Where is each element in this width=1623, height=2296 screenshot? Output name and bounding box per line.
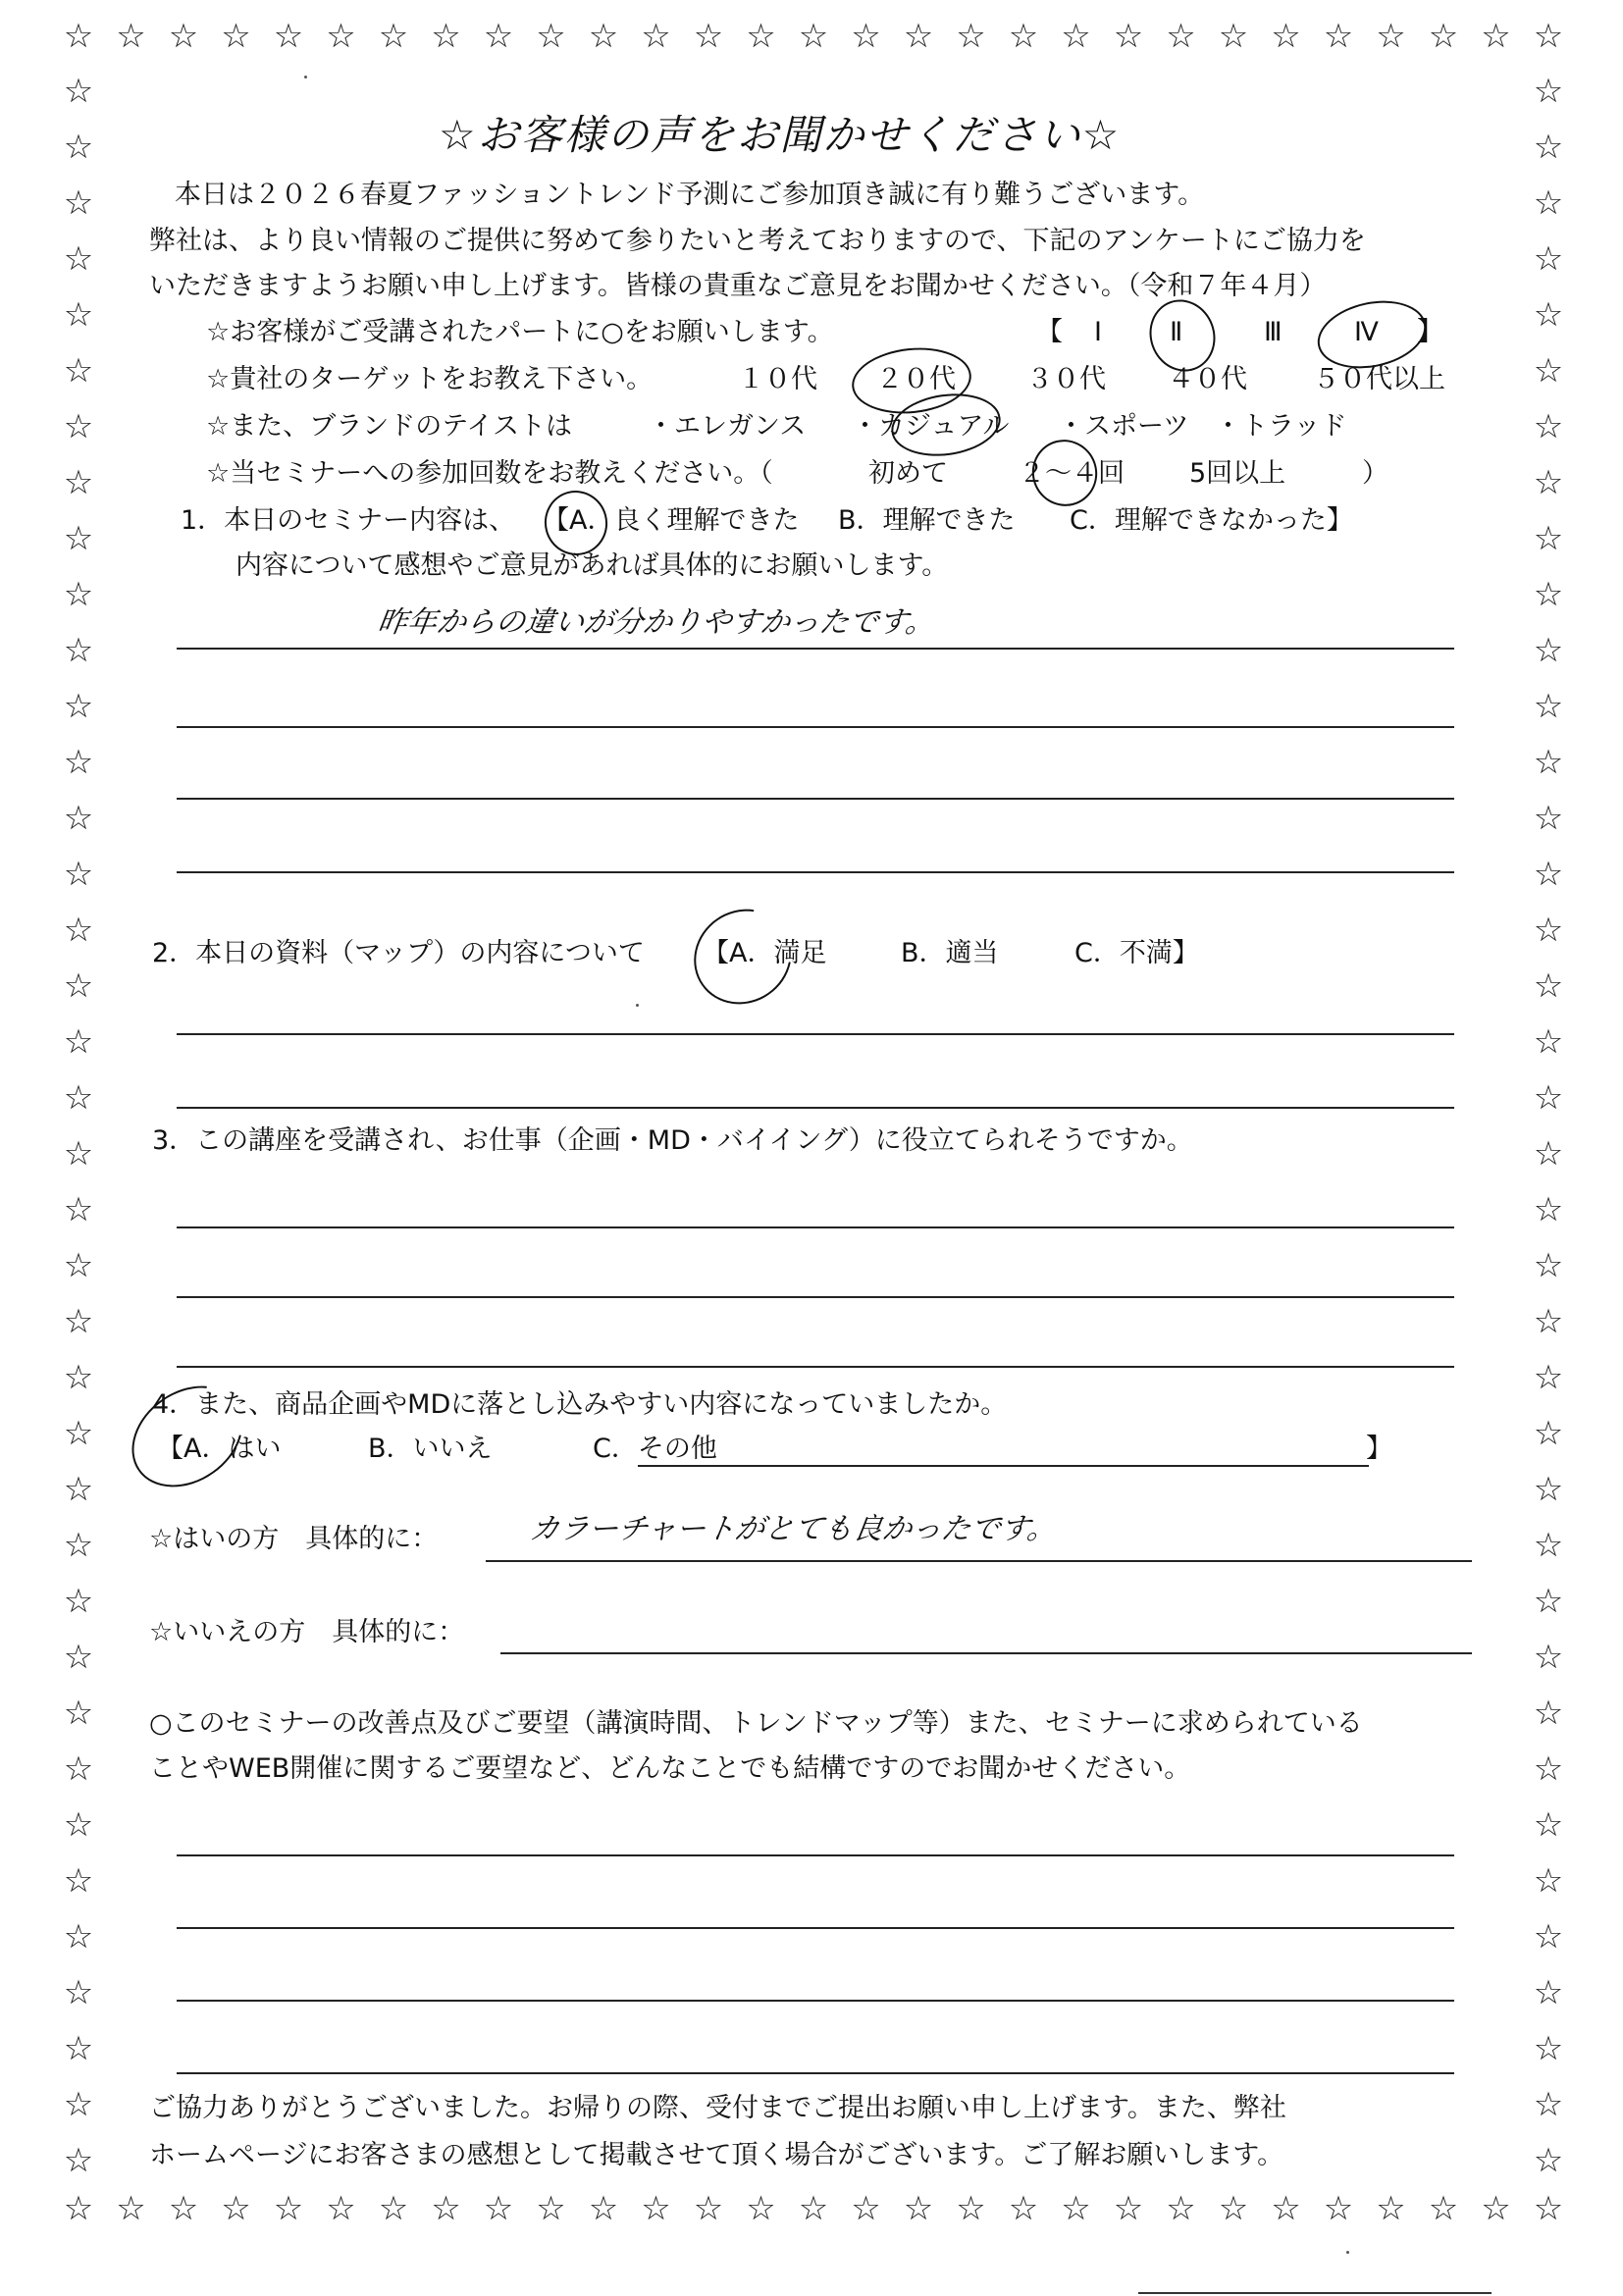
star-border-icon: ☆ xyxy=(63,575,94,614)
star-border-icon: ☆ xyxy=(1533,1078,1564,1118)
star-border-icon: ☆ xyxy=(1271,2189,1301,2228)
star-border-icon: ☆ xyxy=(1533,855,1564,894)
star-border-icon: ☆ xyxy=(63,966,94,1006)
star-border-icon: ☆ xyxy=(1533,295,1564,335)
star-border-icon: ☆ xyxy=(63,1526,94,1565)
q1-option-c[interactable]: C．理解できなかった】 xyxy=(1070,505,1353,536)
improve-answer-line-1 xyxy=(177,1854,1454,1856)
taste-option-elegance[interactable]: ・エレガンス xyxy=(648,411,807,442)
star-border-icon: ☆ xyxy=(63,799,94,838)
q4-no-line xyxy=(500,1652,1472,1654)
star-border-icon: ☆ xyxy=(63,128,94,167)
star-border-icon: ☆ xyxy=(63,1973,94,2012)
circle-mark-q2-a xyxy=(675,890,810,1023)
star-border-icon: ☆ xyxy=(1533,1022,1564,1062)
taste-label: ☆また、ブランドのテイストは xyxy=(206,411,573,442)
star-border-icon: ☆ xyxy=(1428,17,1459,56)
target-label: ☆貴社のターゲットをお教え下さい。 xyxy=(206,364,654,394)
star-border-icon: ☆ xyxy=(116,17,146,56)
star-border-icon: ☆ xyxy=(1218,17,1249,56)
improve-answer-line-4 xyxy=(177,2072,1454,2074)
star-border-icon: ☆ xyxy=(641,17,671,56)
star-border-icon: ☆ xyxy=(746,17,776,56)
target-option-20[interactable]: ２０代 xyxy=(876,364,956,394)
star-border-icon: ☆ xyxy=(1533,1358,1564,1397)
star-border-icon: ☆ xyxy=(1533,351,1564,391)
star-border-icon: ☆ xyxy=(1533,1470,1564,1509)
star-border-icon: ☆ xyxy=(63,687,94,726)
star-border-icon: ☆ xyxy=(588,2189,619,2228)
q4-option-c[interactable]: C．その他 xyxy=(593,1434,717,1464)
star-border-icon: ☆ xyxy=(63,631,94,670)
star-border-icon: ☆ xyxy=(1533,1190,1564,1229)
star-border-icon: ☆ xyxy=(63,519,94,558)
star-border-icon: ☆ xyxy=(1533,1582,1564,1621)
star-border-icon: ☆ xyxy=(1008,17,1039,56)
star-border-icon: ☆ xyxy=(483,17,514,56)
star-border-icon: ☆ xyxy=(63,2085,94,2124)
q1-option-b[interactable]: B．理解できた xyxy=(838,505,1016,536)
taste-option-sports[interactable]: ・スポーツ xyxy=(1058,411,1189,442)
star-border-icon: ☆ xyxy=(273,2189,304,2228)
q2-answer-line-2 xyxy=(177,1107,1454,1109)
star-border-icon: ☆ xyxy=(1428,2189,1459,2228)
star-border-icon: ☆ xyxy=(1533,1861,1564,1901)
star-border-icon: ☆ xyxy=(1218,2189,1249,2228)
q4-yes-line xyxy=(486,1560,1472,1562)
taste-option-trad[interactable]: ・トラッド xyxy=(1215,411,1347,442)
star-border-icon: ☆ xyxy=(168,17,199,56)
star-border-icon: ☆ xyxy=(168,2189,199,2228)
star-border-icon: ☆ xyxy=(63,743,94,782)
star-border-icon: ☆ xyxy=(1008,2189,1039,2228)
star-border-icon: ☆ xyxy=(1533,1134,1564,1174)
star-border-icon: ☆ xyxy=(1533,1917,1564,1957)
q1-label: 1．本日のセミナー内容は、 xyxy=(181,505,516,536)
star-border-icon: ☆ xyxy=(956,17,986,56)
star-border-icon: ☆ xyxy=(1533,463,1564,502)
star-border-icon: ☆ xyxy=(1533,799,1564,838)
improve-answer-line-2 xyxy=(177,1927,1454,1929)
count-option-first[interactable]: 初めて xyxy=(868,458,948,489)
star-border-icon: ☆ xyxy=(63,407,94,446)
star-border-icon: ☆ xyxy=(536,2189,566,2228)
improve-line-2: ことやWEB開催に関するご要望など、どんなことでも結構ですのでお聞かせください。 xyxy=(149,1753,1191,1784)
star-border-icon: ☆ xyxy=(1533,519,1564,558)
circle-mark-q4-a xyxy=(113,1365,263,1507)
star-border-icon: ☆ xyxy=(63,855,94,894)
star-border-icon: ☆ xyxy=(903,2189,934,2228)
star-border-icon: ☆ xyxy=(378,2189,409,2228)
q1-handwritten-answer: 昨年からの違いが分かりやすかったです。 xyxy=(375,605,938,640)
taste-option-casual[interactable]: ・カジュアル xyxy=(852,411,1010,442)
q3-label: 3．この講座を受講され、お仕事（企画・MD・バイイング）に役立てられそうですか。 xyxy=(152,1125,1193,1156)
star-border-icon: ☆ xyxy=(63,1638,94,1677)
intro-line-1: 本日は２０２６春夏ファッショントレンド予測にご参加頂き誠に有り難うございます。 xyxy=(175,180,1205,210)
target-option-10[interactable]: １０代 xyxy=(738,364,817,394)
q4-bracket-close: 】 xyxy=(1366,1434,1392,1464)
footer-line-1: ご協力ありがとうございました。お帰りの際、受付までご提出お願い申し上げます。また、弊社 xyxy=(149,2093,1286,2123)
star-border-icon: ☆ xyxy=(1533,72,1564,111)
star-border-icon: ☆ xyxy=(63,1917,94,1957)
star-border-icon: ☆ xyxy=(63,183,94,223)
star-border-icon: ☆ xyxy=(221,17,251,56)
star-border-icon: ☆ xyxy=(1533,1805,1564,1845)
star-border-icon: ☆ xyxy=(63,351,94,391)
star-border-icon: ☆ xyxy=(746,2189,776,2228)
star-border-icon: ☆ xyxy=(1533,2085,1564,2124)
part-option-3[interactable]: Ⅲ xyxy=(1264,317,1283,347)
star-border-icon: ☆ xyxy=(1323,2189,1354,2228)
star-border-icon: ☆ xyxy=(378,17,409,56)
target-option-30[interactable]: ３０代 xyxy=(1026,364,1106,394)
q1-answer-line-1 xyxy=(177,648,1454,650)
star-border-icon: ☆ xyxy=(1061,2189,1091,2228)
q1-answer-line-4 xyxy=(177,871,1454,873)
footer-line-2: ホームページにお客さまの感想として掲載させて頂く場合がございます。ご了解お願いします。 xyxy=(149,2140,1284,2170)
star-border-icon: ☆ xyxy=(63,2141,94,2180)
q3-answer-line-3 xyxy=(177,1366,1454,1368)
q2-answer-line-1 xyxy=(177,1033,1454,1035)
star-border-icon: ☆ xyxy=(851,17,881,56)
part-option-1[interactable]: Ⅰ xyxy=(1094,317,1102,347)
star-border-icon: ☆ xyxy=(63,1190,94,1229)
q4-no-label: ☆いいえの方 具体的に： xyxy=(149,1617,465,1647)
star-border-icon: ☆ xyxy=(1533,743,1564,782)
star-border-icon: ☆ xyxy=(326,2189,356,2228)
count-bracket-close: ） xyxy=(1362,458,1388,489)
star-border-icon: ☆ xyxy=(63,295,94,335)
star-border-icon: ☆ xyxy=(693,17,724,56)
scan-speck xyxy=(304,76,307,78)
q1-option-a[interactable]: 【A．良く理解できた xyxy=(543,505,800,536)
star-border-icon: ☆ xyxy=(1533,239,1564,279)
star-border-icon: ☆ xyxy=(1533,2141,1564,2180)
star-border-icon: ☆ xyxy=(1533,1749,1564,1789)
star-border-icon: ☆ xyxy=(1323,17,1354,56)
star-border-icon: ☆ xyxy=(1481,17,1511,56)
star-border-icon: ☆ xyxy=(63,1805,94,1845)
star-border-icon: ☆ xyxy=(798,2189,829,2228)
star-border-icon: ☆ xyxy=(1533,575,1564,614)
q4-label: 4．また、商品企画やMDに落とし込みやすい内容になっていましたか。 xyxy=(152,1389,1008,1420)
star-border-icon: ☆ xyxy=(63,72,94,111)
page-title: ☆お客様の声をお聞かせください☆ xyxy=(439,111,1122,159)
star-border-icon: ☆ xyxy=(221,2189,251,2228)
q3-answer-line-1 xyxy=(177,1226,1454,1228)
star-border-icon: ☆ xyxy=(1533,183,1564,223)
improve-line-1: ○このセミナーの改善点及びご要望（講演時間、トレンドマップ等）また、セミナーに求められている xyxy=(149,1708,1363,1739)
q1-sub: 内容について感想やご意見があれば具体的にお願いします。 xyxy=(236,550,949,581)
star-border-icon: ☆ xyxy=(1533,911,1564,950)
star-border-icon: ☆ xyxy=(1533,1638,1564,1677)
star-border-icon: ☆ xyxy=(63,2189,94,2228)
star-border-icon: ☆ xyxy=(536,17,566,56)
star-border-icon: ☆ xyxy=(431,17,461,56)
star-border-icon: ☆ xyxy=(63,239,94,279)
star-border-icon: ☆ xyxy=(1533,966,1564,1006)
part-bracket-close: 】 xyxy=(1417,317,1443,347)
star-border-icon: ☆ xyxy=(1533,407,1564,446)
star-border-icon: ☆ xyxy=(431,2189,461,2228)
star-border-icon: ☆ xyxy=(1061,17,1091,56)
star-border-icon: ☆ xyxy=(63,1414,94,1453)
q4-yes-label: ☆はいの方 具体的に： xyxy=(149,1524,439,1554)
star-border-icon: ☆ xyxy=(1533,1973,1564,2012)
intro-line-3: いただきますようお願い申し上げます。皆様の貴重なご意見をお聞かせください。（令和７年４月） xyxy=(149,271,1327,301)
star-border-icon: ☆ xyxy=(1166,2189,1196,2228)
count-option-2-4[interactable]: ２～４回 xyxy=(1019,458,1125,489)
star-border-icon: ☆ xyxy=(63,1470,94,1509)
star-border-icon: ☆ xyxy=(1533,1526,1564,1565)
star-border-icon: ☆ xyxy=(1533,1246,1564,1285)
star-border-icon: ☆ xyxy=(956,2189,986,2228)
star-border-icon: ☆ xyxy=(63,1302,94,1341)
scan-speck xyxy=(636,1004,639,1007)
q4-other-line xyxy=(638,1465,1369,1467)
q4-option-b[interactable]: B．いいえ xyxy=(368,1434,493,1464)
star-border-icon: ☆ xyxy=(903,17,934,56)
star-border-icon: ☆ xyxy=(1533,1694,1564,1733)
part-option-4[interactable]: Ⅳ xyxy=(1354,317,1379,347)
star-border-icon: ☆ xyxy=(1166,17,1196,56)
star-border-icon: ☆ xyxy=(1113,17,1144,56)
q4-option-a[interactable]: 【A．はい xyxy=(157,1434,282,1464)
count-label: ☆当セミナーへの参加回数をお教えください。（ xyxy=(206,458,773,489)
star-border-icon: ☆ xyxy=(326,17,356,56)
star-border-icon: ☆ xyxy=(1533,128,1564,167)
count-option-5plus[interactable]: 5回以上 xyxy=(1189,458,1286,489)
q2-option-c[interactable]: C．不満】 xyxy=(1074,938,1199,968)
star-border-icon: ☆ xyxy=(63,911,94,950)
star-border-icon: ☆ xyxy=(851,2189,881,2228)
star-border-icon: ☆ xyxy=(63,1078,94,1118)
star-border-icon: ☆ xyxy=(1533,2029,1564,2068)
intro-line-2: 弊社は、より良い情報のご提供に努めて参りたいと考えておりますので、下記のアンケートにご協力を xyxy=(149,226,1366,256)
star-border-icon: ☆ xyxy=(116,2189,146,2228)
improve-answer-line-3 xyxy=(177,2000,1454,2002)
star-border-icon: ☆ xyxy=(483,2189,514,2228)
star-border-icon: ☆ xyxy=(1533,687,1564,726)
star-border-icon: ☆ xyxy=(1481,2189,1511,2228)
part-bracket-open: 【 xyxy=(1036,317,1063,347)
star-border-icon: ☆ xyxy=(63,1694,94,1733)
star-border-icon: ☆ xyxy=(63,1246,94,1285)
target-option-40[interactable]: ４０代 xyxy=(1168,364,1247,394)
star-border-icon: ☆ xyxy=(63,2029,94,2068)
q1-answer-line-2 xyxy=(177,726,1454,728)
star-border-icon: ☆ xyxy=(1533,2189,1564,2228)
q3-answer-line-2 xyxy=(177,1296,1454,1298)
q2-option-b[interactable]: B．適当 xyxy=(901,938,999,968)
star-border-icon: ☆ xyxy=(63,17,94,56)
star-border-icon: ☆ xyxy=(1533,1302,1564,1341)
star-border-icon: ☆ xyxy=(63,1749,94,1789)
star-border-icon: ☆ xyxy=(1376,2189,1406,2228)
star-border-icon: ☆ xyxy=(63,1022,94,1062)
star-border-icon: ☆ xyxy=(273,17,304,56)
scan-edge-mark xyxy=(1138,2292,1492,2294)
star-border-icon: ☆ xyxy=(1533,1414,1564,1453)
q2-option-a[interactable]: 【A．満足 xyxy=(703,938,827,968)
star-border-icon: ☆ xyxy=(693,2189,724,2228)
star-border-icon: ☆ xyxy=(63,1358,94,1397)
star-border-icon: ☆ xyxy=(798,17,829,56)
star-border-icon: ☆ xyxy=(588,17,619,56)
scan-speck xyxy=(1346,2251,1349,2254)
star-border-icon: ☆ xyxy=(1533,631,1564,670)
part-label: ☆お客様がご受講されたパートに○をお願いします。 xyxy=(206,317,834,347)
target-option-50[interactable]: ５０代以上 xyxy=(1313,364,1445,394)
q1-answer-line-3 xyxy=(177,798,1454,800)
star-border-icon: ☆ xyxy=(63,1582,94,1621)
star-border-icon: ☆ xyxy=(641,2189,671,2228)
star-border-icon: ☆ xyxy=(63,463,94,502)
star-border-icon: ☆ xyxy=(63,1134,94,1174)
q2-label: 2．本日の資料（マップ）の内容について xyxy=(152,938,645,968)
star-border-icon: ☆ xyxy=(1271,17,1301,56)
q4-yes-handwritten-answer: カラーチャートがとても良かったです。 xyxy=(527,1512,1060,1546)
star-border-icon: ☆ xyxy=(63,1861,94,1901)
star-border-icon: ☆ xyxy=(1113,2189,1144,2228)
star-border-icon: ☆ xyxy=(1376,17,1406,56)
star-border-icon: ☆ xyxy=(1533,17,1564,56)
part-option-2[interactable]: Ⅱ xyxy=(1170,317,1183,347)
